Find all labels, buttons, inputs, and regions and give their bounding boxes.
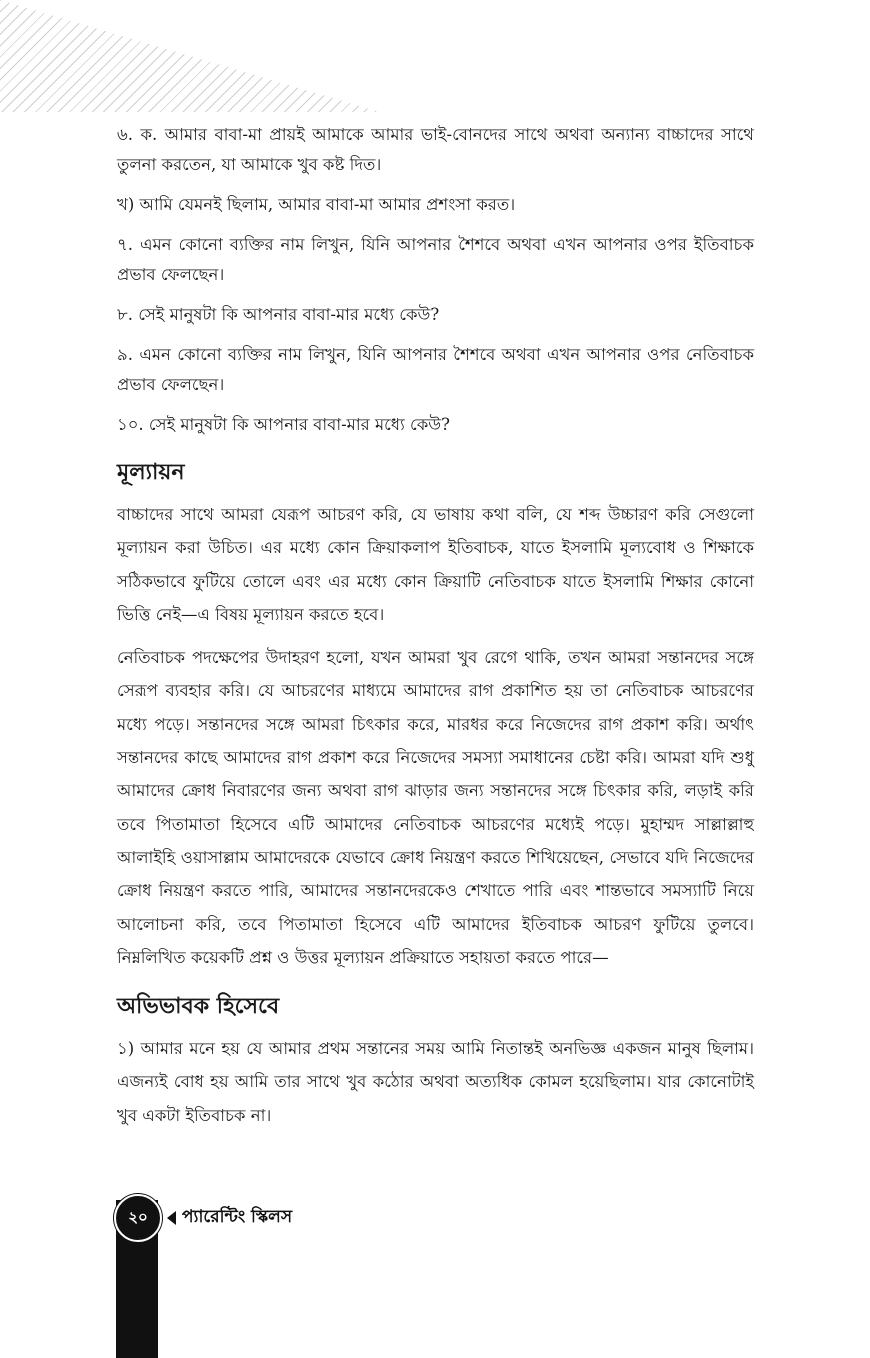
book-title: প্যারেন্টিং স্কিলস [182, 1207, 293, 1227]
page-number: ২০ [114, 1194, 162, 1242]
question-6b: খ) আমি যেমনই ছিলাম, আমার বাবা-মা আমার প্রশংসা করত। [117, 195, 516, 214]
evaluation-heading: মূল্যায়ন [117, 460, 185, 485]
arrow-left-icon [167, 1211, 176, 1225]
question-10: ১০. সেই মানুষটা কি আপনার বাবা-মার মধ্যে কেউ? [117, 415, 450, 434]
question-9: ৯. এমন কোনো ব্যক্তির নাম লিখুন, যিনি আপনার শৈশবে অথবা এখন আপনার ওপর নেতিবাচক প্রভাব ফেলছেন। [117, 345, 754, 394]
question-7: ৭. এমন কোনো ব্যক্তির নাম লিখুন, যিনি আপনার শৈশবে অথবা এখন আপনার ওপর ইতিবাচক প্রভাব ফেলছেন। [117, 235, 754, 284]
evaluation-paragraph-1: বাচ্চাদের সাথে আমরা যেরূপ আচরণ করি, যে ভাষায় কথা বলি, যে শব্দ উচ্চারণ করি সেগুলো মূল্যায়ন করা উচিত। এর মধ্যে কোন ক্রিয়াকলাপ ইতিবাচক, যাতে ইসলামি মূল্যবোধ ও শিক্ষাকে সঠিকভাবে ফুটিয়ে তোলে এবং এর মধ্যে কোন ক্রিয়াটি নেতিবাচক যাতে ইসলামি শিক্ষার কোনো ভিত্তি নেই—এ বিষয় মূল্যায়ন করতে হবে। [117, 505, 754, 624]
evaluation-paragraph-2: নেতিবাচক পদক্ষেপের উদাহরণ হলো, যখন আমরা খুব রেগে থাকি, তখন আমরা সন্তানদের সঙ্গে সেরূপ ব্যবহার করি। যে আচরণের মাধ্যমে আমাদের রাগ প্রকাশিত হয় তা নেতিবাচক আচরণের মধ্যে পড়ে। সন্তানদের সঙ্গে আমরা চিৎকার করে, মারধর করে নিজেদের রাগ প্রকাশ করি। অর্থাৎ সন্তানদের কাছে আমাদের রাগ প্রকাশ করে নিজেদের সমস্যা সমাধানের চেষ্টা করি। আমরা যদি শুধু আমাদের ক্রোধ নিবারণের জন্য অথবা রাগ ঝাড়ার জন্য সন্তানদের সঙ্গে চিৎকার করি, লড়াই করি তবে পিতামাতা হিসেবে এটি আমাদের নেতিবাচক আচরণের মধ্যেই পড়ে। মুহাম্মদ সাল্লাল্লাহু আলাইহি ওয়াসাল্লাম আমাদেরকে যেভাবে ক্রোধ নিয়ন্ত্রণ করতে শিখিয়েছেন, সেভাবে যদি নিজেদের ক্রোধ নিয়ন্ত্রণ করতে পারি, আমাদের সন্তানদেরকেও শেখাতে পারি এবং শান্তভাবে সমস্যাটি নিয়ে আলোচনা করি, তবে পিতামাতা হিসেবে এটি আমাদের ইতিবাচক আচরণ ফুটিয়ে তুলবে। নিম্নলিখিত কয়েকটি প্রশ্ন ও উত্তর মূল্যায়ন প্রক্রিয়াতে সহায়তা করতে পারে— [117, 648, 754, 967]
as-parent-heading: অভিভাবক হিসেবে [117, 994, 280, 1020]
page-content [117, 120, 754, 1142]
question-8: ৮. সেই মানুষটা কি আপনার বাবা-মার মধ্যে কেউ? [117, 305, 440, 324]
question-6: ৬. ক. আমার বাবা-মা প্রায়ই আমাকে আমার ভাই-বোনদের সাথে অথবা অন্যান্য বাচ্চাদের সাথে তুলনা করতেন, যা আমাকে খুব কষ্ট দিত। [117, 125, 754, 174]
decorative-stripes [0, 0, 380, 112]
as-parent-paragraph: ১) আমার মনে হয় যে আমার প্রথম সন্তানের সময় আমি নিতান্তই অনভিজ্ঞ একজন মানুষ ছিলাম। এজন্যই বোধ হয় আমি তার সাথে খুব কঠোর অথবা অত্যধিক কোমল হয়েছিলাম। যার কোনোটাই খুব একটা ইতিবাচক না। [117, 1039, 754, 1125]
